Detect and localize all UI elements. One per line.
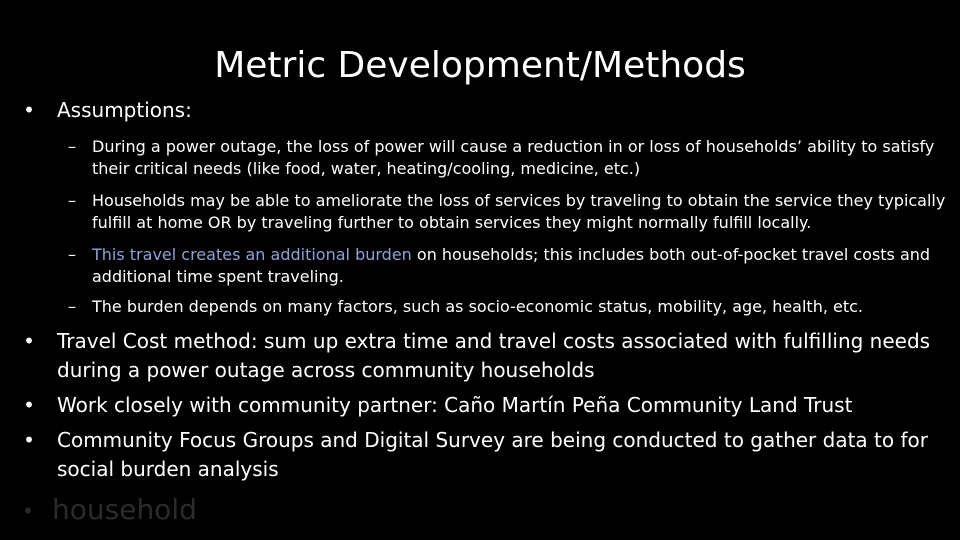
bullet-dot-icon: • (23, 98, 35, 122)
assumption-text: The burden depends on many factors, such as socio-economic status, mobility, age, health, etc. (92, 297, 864, 316)
bullet-text: Community Focus Groups and Digital Survey are being conducted to gather data to for social burden analysis (57, 428, 928, 481)
assumptions-label: Assumptions: (57, 98, 192, 122)
dash-icon: – (68, 297, 76, 316)
assumption-item (62, 244, 952, 288)
ghost-text: household (52, 493, 197, 526)
highlighted-phrase: This travel creates an additional burden (92, 245, 412, 264)
bullet-community-partner (22, 391, 937, 420)
assumption-text-rest: on households; this includes both out-of-pocket travel costs and additional time spent traveling. (92, 245, 931, 286)
bullet-travel-cost (22, 327, 937, 385)
bullet-assumptions (22, 96, 937, 125)
bullet-dot-icon: • (23, 329, 35, 353)
bullet-dot-icon: • (23, 428, 35, 452)
assumption-text: Households may be able to ameliorate the loss of services by traveling to obtain the service they typically fulfill at home OR by traveling further to obtain services they might normally fulfill locally. (92, 191, 946, 232)
dash-icon: – (68, 245, 76, 264)
bullet-focus-groups (22, 426, 937, 484)
bullet-text: Travel Cost method: sum up extra time and travel costs associated with fulfilling needs during a power outage across community households (57, 329, 931, 382)
ghost-bullet (22, 494, 197, 527)
bullet-text: Work closely with community partner: Caño Martín Peña Community Land Trust (57, 393, 853, 417)
bullet-dot-icon: • (23, 393, 35, 417)
bullet-dot-icon: • (22, 499, 34, 523)
assumption-item (62, 190, 952, 234)
dash-icon: – (68, 191, 76, 210)
assumption-text: During a power outage, the loss of power will cause a reduction in or loss of households’ ability to satisfy their critical needs (like food, water, heating/cooling, medicine, etc.) (92, 137, 935, 178)
slide-title: Metric Development/Methods (214, 45, 746, 86)
assumption-item (62, 296, 952, 318)
assumption-item (62, 136, 952, 180)
dash-icon: – (68, 137, 76, 156)
assumption-text (62, 244, 952, 288)
